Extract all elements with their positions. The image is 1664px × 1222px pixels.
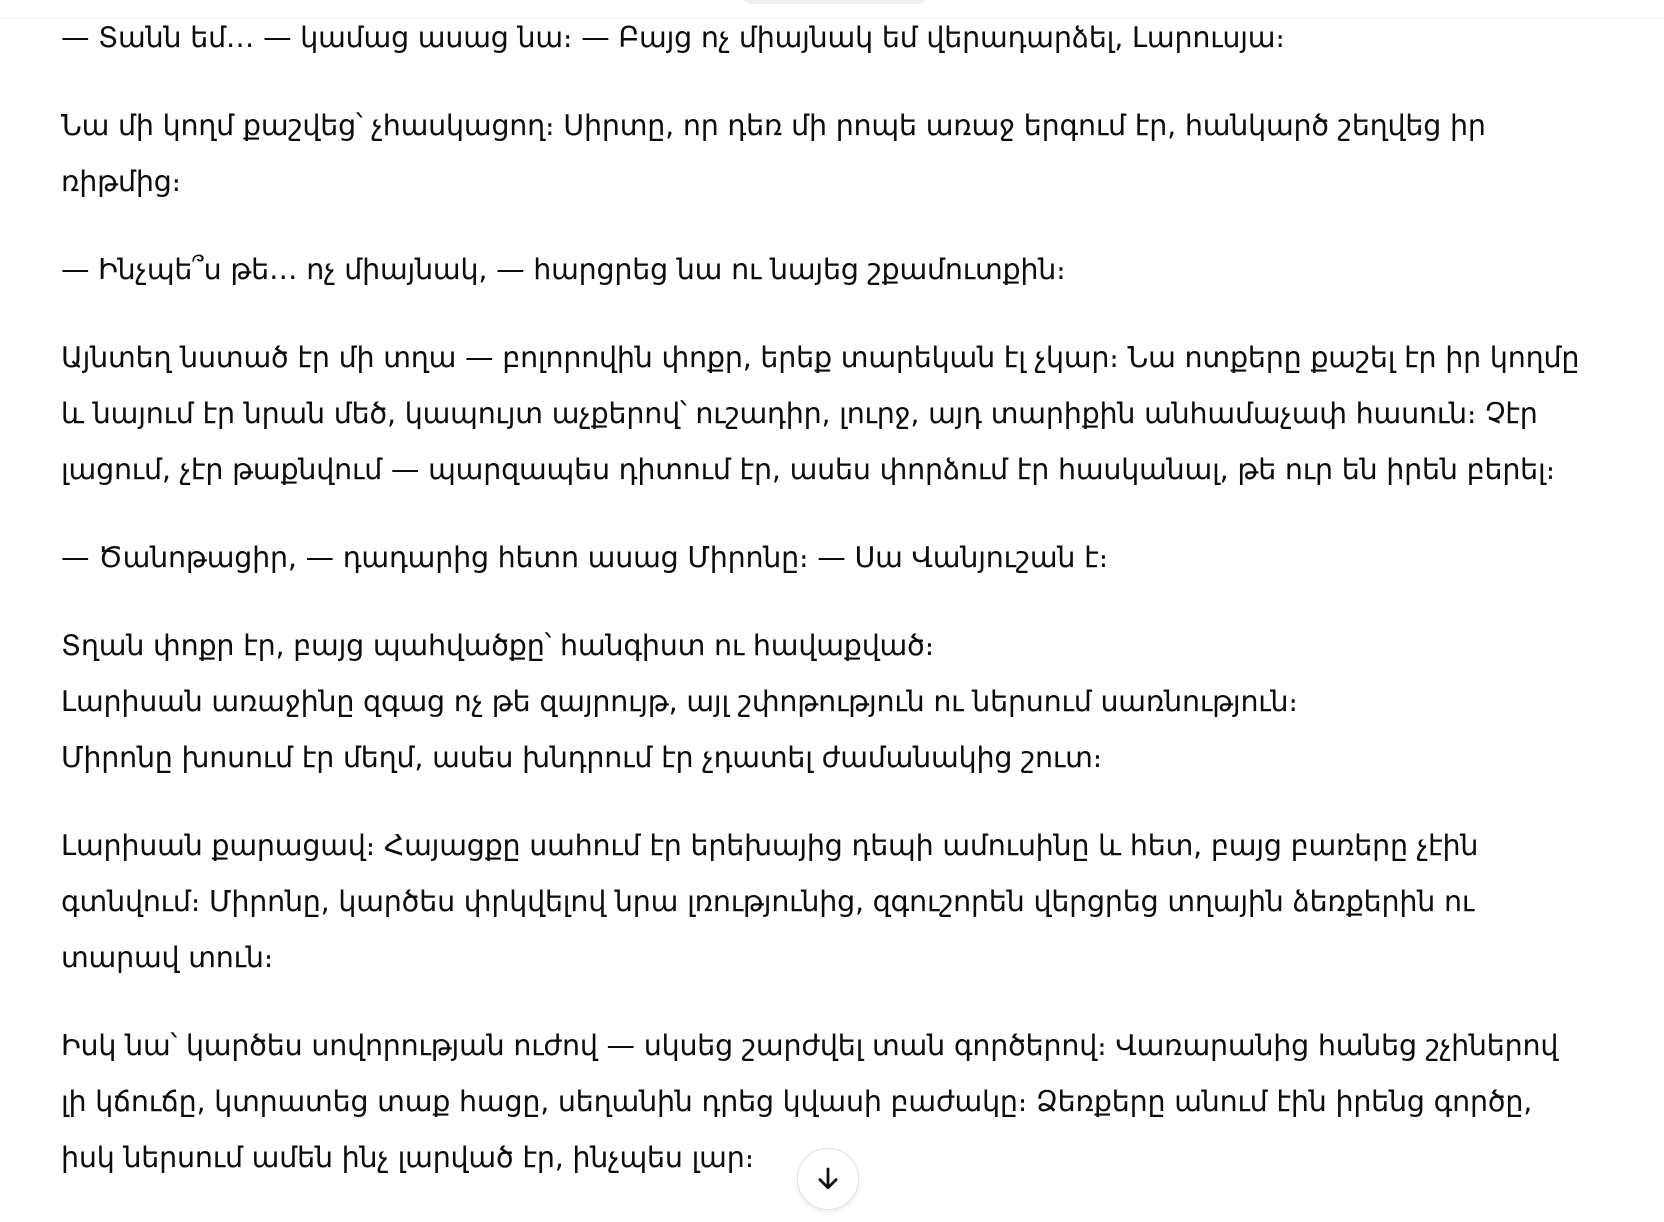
text-line: Նա մի կողմ քաշվեց՝ չհասկացող։ Սիրտը, որ դեռ մի րոպե առաջ երգում էր, հանկարծ շեղվեց իր xyxy=(61,109,1486,142)
text-line: Այնտեղ նստած էր մի տղա — բոլորովին փոքր, երեք տարեկան էլ չկար։ Նա ոտքերը քաշել էր իր կողմը xyxy=(61,341,1580,374)
text-line: — Տանն եմ… — կամաց ասաց նա։ — Բայց ոչ միայնակ եմ վերադարձել, Լարուսյա։ xyxy=(61,21,1285,54)
text-line: Լարիսան առաջինը զգաց ոչ թե զայրույթ, այլ շփոթություն ու ներսում սառնություն։ xyxy=(61,685,1298,718)
arrow-down-icon xyxy=(813,1164,843,1194)
text-line: լի կճուճը, կտրատեց տաք հացը, սեղանին դրեց կվասի բաժակը։ Ձեռքերը անում էին իրենց գործը, xyxy=(61,1085,1533,1118)
paragraph-4 xyxy=(61,330,1601,498)
text-line: — Ինչպե՞ս թե… ոչ միայնակ, — հարցրեց նա ու նայեց շքամուտքին։ xyxy=(61,253,1066,286)
paragraph-6 xyxy=(61,618,1601,786)
text-line: և նայում էր նրան մեծ, կապույտ աչքերով՝ ուշադիր, լուրջ, այդ տարիքին անհամաչափ հասուն։ Չէր xyxy=(61,397,1538,430)
chat-message-text xyxy=(61,10,1601,1218)
text-line: Իսկ նա՝ կարծես սովորության ուժով — սկսեց շարժվել տան գործերով։ Վառարանից հանեց շչիներով xyxy=(61,1029,1559,1062)
paragraph-2 xyxy=(61,98,1601,210)
text-line: տարավ տուն։ xyxy=(61,941,274,974)
text-line: իսկ ներսում ամեն ինչ լարված էր, ինչպես լար։ xyxy=(61,1141,754,1174)
text-line: լացում, չէր թաքնվում — պարզապես դիտում էր, ասես փորձում էր հասկանալ, թե ուր են իրեն բերել։ xyxy=(61,453,1555,486)
text-line: — Ծանոթացիր, — դադարից հետո ասաց Միրոնը։ — Սա Վանյուշան է։ xyxy=(61,541,1108,574)
text-line: Միրոնը խոսում էր մեղմ, ասես խնդրում էր չդատել ժամանակից շուտ։ xyxy=(61,741,1103,774)
text-line: Տղան փոքր էր, բայց պահվածքը՝ հանգիստ ու հավաքված։ xyxy=(61,629,935,662)
paragraph-5 xyxy=(61,530,1601,586)
text-line: Լարիսան քարացավ։ Հայացքը սահում էր երեխայից դեպի ամուսինը և հետ, բայց բառերը չէին xyxy=(61,829,1479,862)
scroll-to-bottom-button[interactable] xyxy=(797,1148,859,1210)
header-pill xyxy=(742,0,928,4)
paragraph-1 xyxy=(61,10,1601,66)
text-line: գտնվում։ Միրոնը, կարծես փրկվելով նրա լռությունից, զգուշորեն վերցրեց տղային ձեռքերին ու xyxy=(61,885,1475,918)
paragraph-7 xyxy=(61,818,1601,986)
text-line: ռիթմից։ xyxy=(61,165,181,198)
paragraph-3 xyxy=(61,242,1601,298)
